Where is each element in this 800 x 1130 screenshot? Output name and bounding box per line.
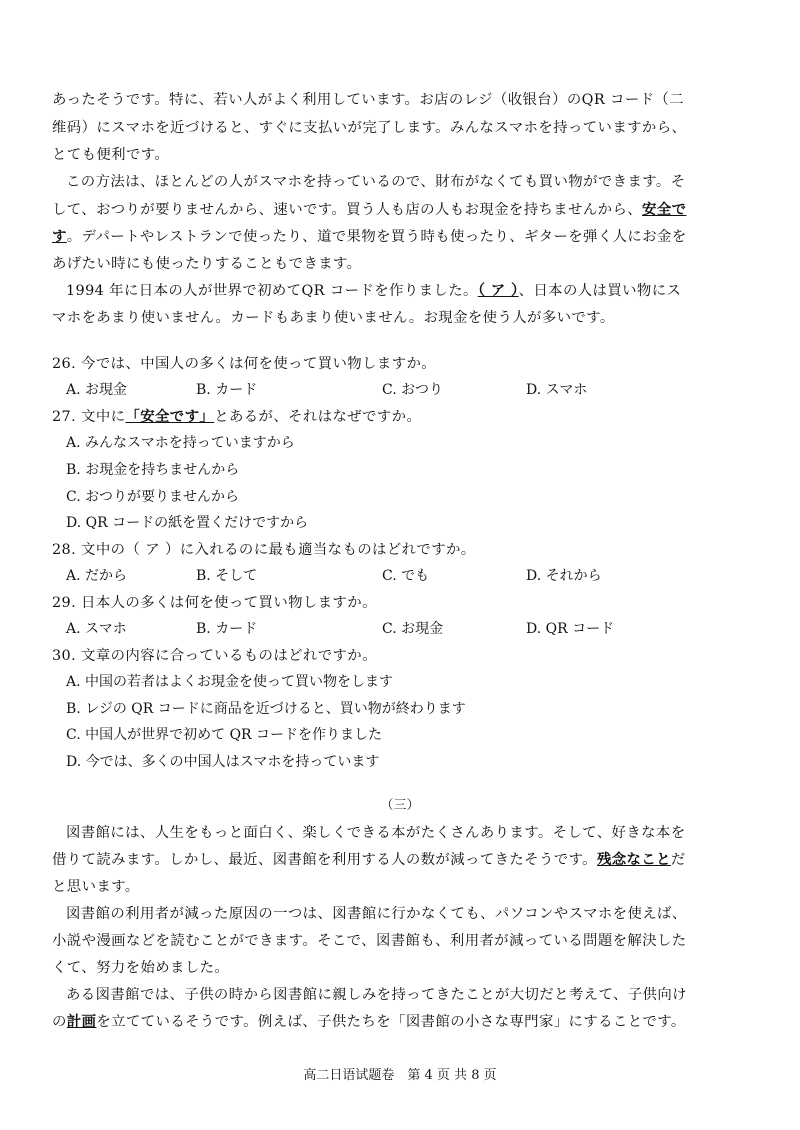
- passage2-line3: と思います。: [52, 879, 140, 895]
- q27-option-a: A. みんなスマホを持っていますから: [66, 435, 295, 451]
- underlined-phrase-anzen: 安全で: [642, 201, 687, 218]
- passage2-line5: 小説や漫画などを読むことができます。そこで、図書館も、利用者が減っている問題を解決した: [52, 933, 687, 949]
- passage2-line4: 図書館の利用者が減った原因の一つは、図書館に行かなくても、パソコンやスマホを使えば、: [66, 906, 687, 922]
- passage1-line6: [52, 227, 687, 247]
- blank-a: （ ア ）: [477, 282, 519, 299]
- passage2-line8-start: の: [52, 1014, 67, 1030]
- passage1-line8: [66, 281, 681, 301]
- passage1-line1: あったそうです。特に、若い人がよく利用しています。お店のレジ（收银台）のQR コード（二: [52, 92, 685, 108]
- page-footer: 高二日语试题卷 第 4 页 共 8 页: [303, 1068, 497, 1083]
- q28-option-b: B. そして: [196, 568, 258, 584]
- q28-option-c: C. でも: [382, 568, 430, 584]
- q27-quoted-phrase: 「安全です」: [125, 408, 215, 425]
- q26-option-c: C. おつり: [382, 382, 443, 398]
- q28-option-d: D. それから: [526, 568, 602, 584]
- passage1-line8-text: 1994 年に日本の人が世界で初めてQR コードを作りました。: [66, 283, 478, 299]
- passage1-line5: [52, 200, 686, 220]
- question-27: [52, 407, 421, 427]
- q29-option-c: C. お現金: [382, 621, 444, 637]
- q29-option-d: D. QR コード: [526, 621, 615, 637]
- q26-option-a: A. お現金: [66, 382, 128, 398]
- passage2-line1: 図書館には、人生をもっと面白く、楽しくできる本がたくさんあります。そして、好きな本を: [66, 825, 686, 841]
- q30-option-a: A. 中国の若者はよくお現金を使って買い物をします: [66, 674, 394, 690]
- q30-option-c: C. 中国人が世界で初めて QR コードを作りました: [66, 727, 383, 743]
- passage1-line6-text: 。デパートやレストランで使ったり、道で果物を買う時も使ったり、ギターを弾く人にお金を: [66, 229, 687, 245]
- section-heading: （三）: [380, 798, 420, 813]
- q30-option-b: B. レジの QR コードに商品を近づけると、買い物が終わります: [66, 701, 466, 717]
- passage2-line2: [52, 850, 686, 870]
- q27-stem-start: 27. 文中に: [52, 409, 126, 425]
- question-26: 26. 今では、中国人の多くは何を使って買い物しますか。: [52, 356, 437, 372]
- q29-option-b: B. カード: [196, 621, 258, 637]
- passage1-line7: あげたい時にも使ったりすることもできます。: [52, 256, 362, 272]
- passage1-line3: とても便利です。: [52, 147, 170, 163]
- q26-option-b: B. カード: [196, 382, 258, 398]
- q29-option-a: A. スマホ: [66, 621, 127, 637]
- underlined-phrase-anzen-cont: す: [52, 228, 67, 245]
- passage2-line6: くて、努力を始めました。: [52, 960, 230, 976]
- passage1-line5-text: して、おつりが要りませんから、速いです。買う人も店の人もお現金を持ちませんから、: [52, 202, 643, 218]
- q30-option-d: D. 今では、多くの中国人はスマホを持っています: [66, 754, 380, 770]
- q28-option-a: A. だから: [66, 568, 128, 584]
- passage2-line7: ある図書館では、子供の時から図書館に親しみを持ってきたことが大切だと考えて、子供向け: [66, 987, 687, 1003]
- passage1-line8-tail: 、日本の人は買い物にス: [518, 283, 682, 299]
- passage2-line2-text: 借りて読みます。しかし、最近、図書館を利用する人の数が減ってきたそうです。: [52, 852, 597, 868]
- passage2-line8: [52, 1012, 686, 1032]
- q27-option-d: D. QR コードの紙を置くだけですから: [66, 515, 309, 531]
- passage2-line2-tail: だ: [670, 852, 686, 868]
- passage2-line8-text: を立てているそうです。例えば、子供たちを「図書館の小さな専門家」にすることです。: [96, 1014, 686, 1030]
- q27-option-b: B. お現金を持ちませんから: [66, 462, 240, 478]
- passage1-line2: 维码）にスマホを近づけると、すぐに支払いが完了します。みんなスマホを持っていますから、: [52, 120, 687, 136]
- question-29: 29. 日本人の多くは何を使って買い物しますか。: [52, 595, 377, 611]
- question-28: 28. 文中の（ ア ）に入れるのに最も適当なものはどれですか。: [52, 542, 476, 558]
- underlined-word-keikaku: 計画: [66, 1013, 97, 1030]
- passage1-line4: この方法は、ほとんどの人がスマホを持っているので、財布がなくても買い物ができます。そ: [66, 174, 686, 190]
- q27-stem-end: とあるが、それはなぜですか。: [214, 409, 422, 425]
- question-30: 30. 文章の内容に合っているものはどれですか。: [52, 648, 377, 664]
- q27-option-c: C. おつりが要りませんから: [66, 489, 239, 505]
- q26-option-d: D. スマホ: [526, 382, 588, 398]
- passage1-line9: マホをあまり使いません。カードもあまり使いません。お現金を使う人が多いです。: [52, 310, 615, 326]
- underlined-phrase-zannen: 残念なこと: [596, 851, 671, 868]
